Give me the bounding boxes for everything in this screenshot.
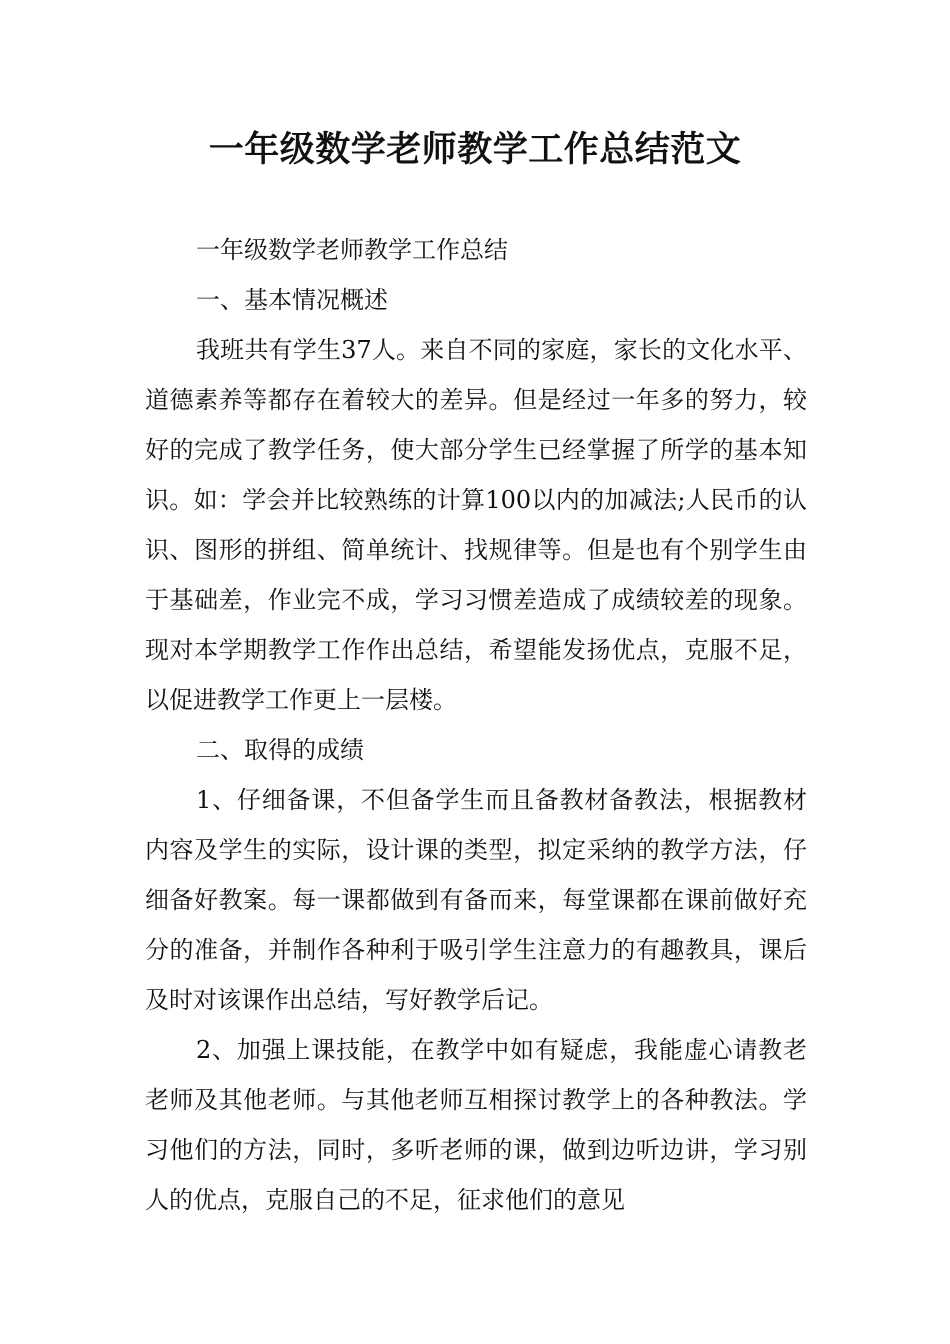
paragraph-overview: 我班共有学生37人。来自不同的家庭，家长的文化水平、道德素养等都存在着较大的差异。但是经过一年多的努力，较好的完成了教学任务，使大部分学生已经掌握了所学的基本知识。如：学会并比较熟练的计算100以内的加减法;人民币的认识、图形的拼组、简单统计、找规律等。但是也有个别学生由于基础差，作业完不成，学习习惯差造成了成绩较差的现象。现对本学期教学工作作出总结，希望能发扬优点，克服不足，以促进教学工作更上一层楼。: [145, 336, 807, 714]
document-title: 一年级数学老师教学工作总结范文: [208, 130, 742, 170]
paragraph-achievement-2: 2、加强上课技能，在教学中如有疑虑，我能虚心请教老老师及其他老师。与其他老师互相探讨教学上的各种教法。学习他们的方法，同时，多听老师的课，做到边听边讲，学习别人的优点，克服自己的不足，征求他们的意见: [145, 1036, 807, 1214]
paragraph-achievement-1: 1、仔细备课，不但备学生而且备教材备教法，根据教材内容及学生的实际，设计课的类型，拟定采纳的教学方法，仔细备好教案。每一课都做到有备而来，每堂课都在课前做好充分的准备，并制作各种利于吸引学生注意力的有趣教具，课后及时对该课作出总结，写好教学后记。: [145, 786, 807, 1014]
section-heading-overview: 一、基本情况概述: [196, 286, 388, 314]
subtitle-paragraph: 一年级数学老师教学工作总结: [196, 236, 508, 264]
document-body: [145, 225, 807, 1225]
section-heading-achievements: 二、取得的成绩: [196, 736, 364, 764]
